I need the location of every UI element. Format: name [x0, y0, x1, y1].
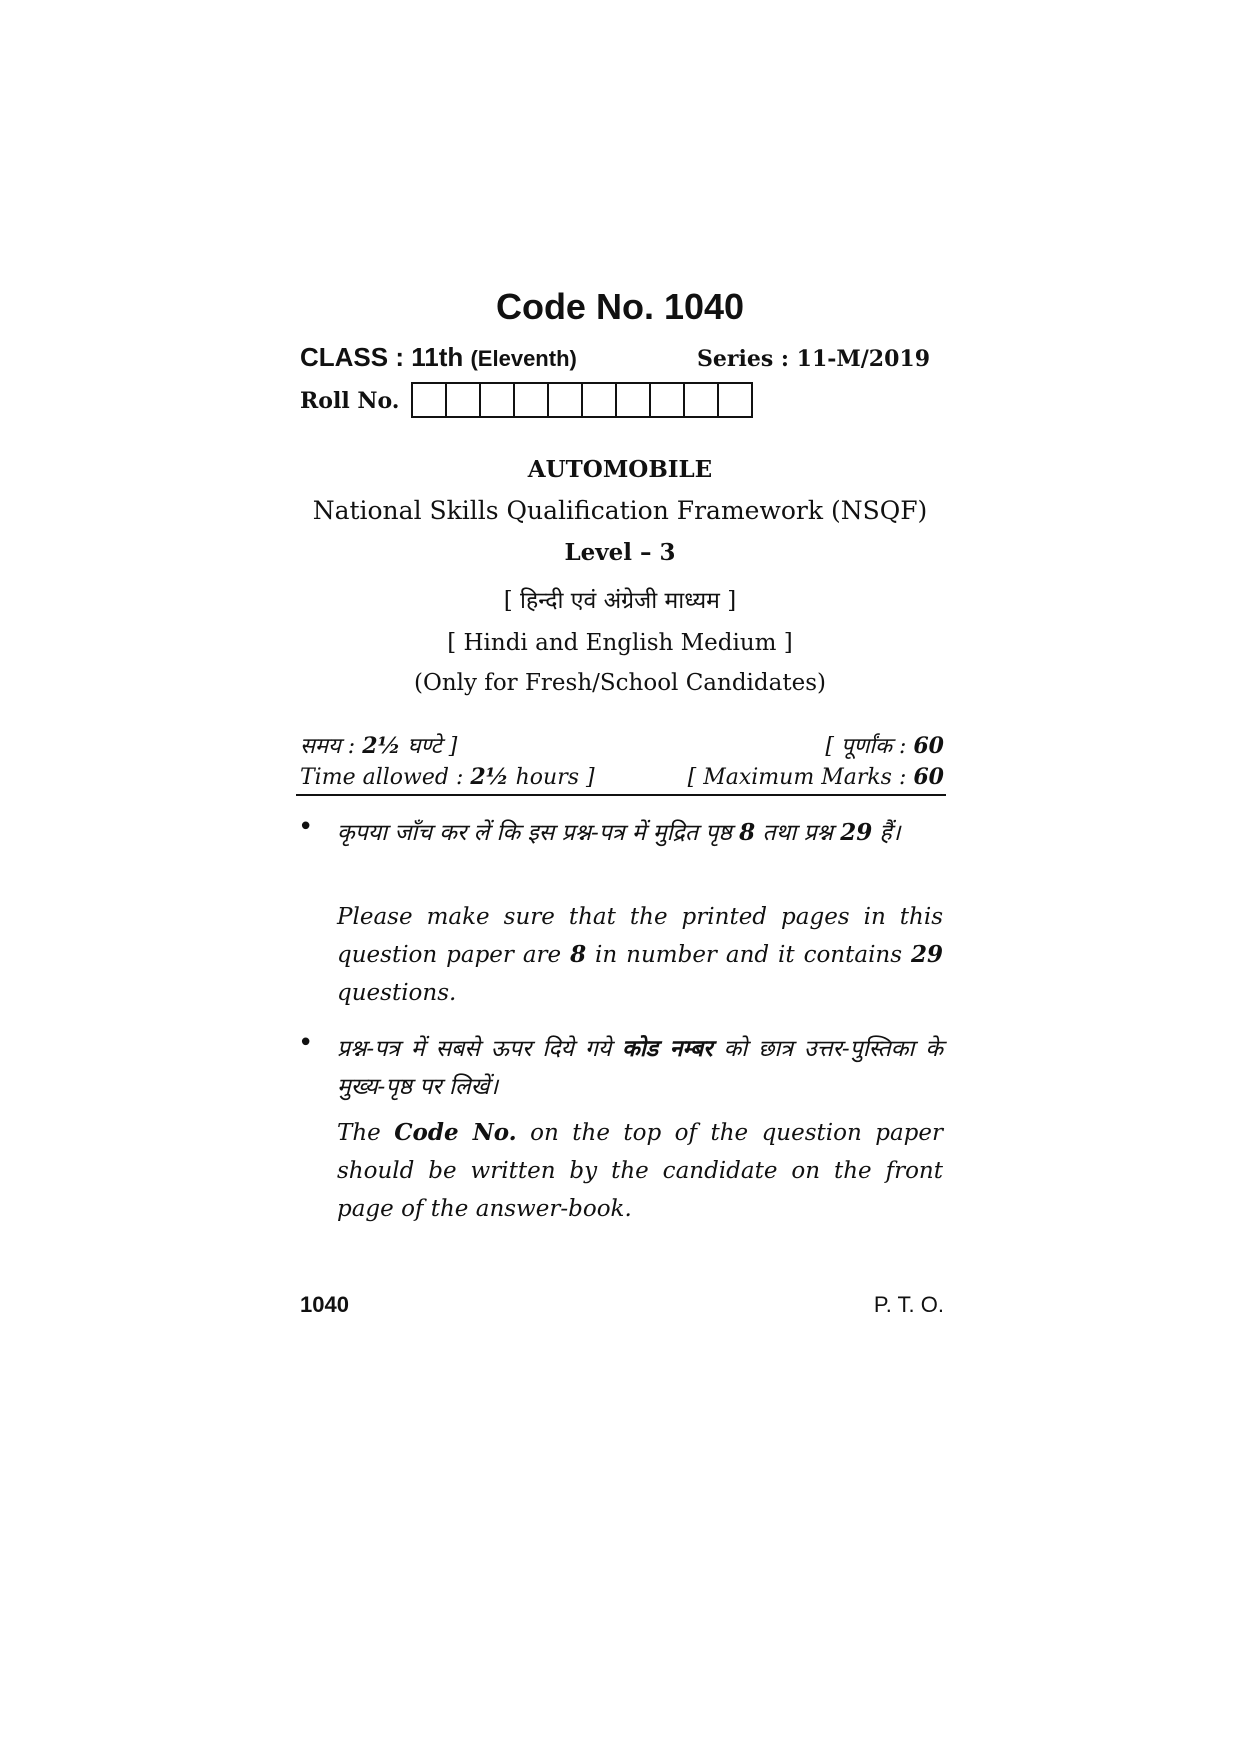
roll-number-box[interactable] [649, 382, 685, 418]
page-count: 8 [570, 941, 587, 968]
medium-hindi: [ हिन्दी एवं अंग्रेजी माध्यम ] [503, 588, 737, 614]
instruction-2-english [337, 1114, 943, 1228]
series-label: Series : 11-M/2019 [697, 346, 931, 372]
question-count: 29 [910, 941, 943, 968]
bullet-icon: • [298, 1028, 314, 1058]
max-marks-hindi [825, 730, 944, 760]
time-allowed-hindi [300, 730, 457, 760]
code-number-emphasis: Code No. [394, 1119, 517, 1146]
question-count: 29 [840, 819, 873, 846]
instruction-text: on the top of the question paper should be written by the candidate on the front page of the answer-book. [337, 1120, 943, 1222]
instruction-text: प्रश्न-पत्र में सबसे ऊपर दिये गये [337, 1036, 623, 1062]
roll-number-box[interactable] [479, 382, 515, 418]
roll-number-box[interactable] [513, 382, 549, 418]
time-en-value: 2½ [470, 764, 509, 790]
roll-number-box[interactable] [717, 382, 753, 418]
bullet-icon: • [298, 812, 314, 842]
instruction-1-hindi [337, 814, 943, 852]
level-title: Level – 3 [564, 539, 676, 566]
candidates-note: (Only for Fresh/School Candidates) [414, 670, 826, 696]
marks-hi-value: 60 [913, 733, 944, 759]
instruction-text: हैं। [872, 820, 901, 846]
instruction-2-hindi [337, 1030, 943, 1106]
instruction-text: को छात्र उत्तर-पुस्तिका के मुख्य-पृष्ठ पर लिखें। [337, 1036, 943, 1100]
header-divider [296, 794, 946, 796]
time-en-unit: hours ] [508, 765, 595, 790]
time-en-label: Time allowed : [300, 765, 471, 790]
class-label [300, 342, 577, 373]
instruction-1-english [337, 898, 943, 1012]
roll-number-box[interactable] [445, 382, 481, 418]
roll-number-box[interactable] [581, 382, 617, 418]
instruction-text: in number and it contains [586, 942, 911, 968]
instruction-text: Please make sure that the printed pages in this question paper are [337, 904, 943, 968]
time-hi-value: 2½ [362, 733, 401, 759]
subject-title: AUTOMOBILE [527, 456, 713, 483]
framework-title: National Skills Qualification Framework (NSQF) [312, 496, 928, 525]
marks-hi-label: [ पूर्णांक : [825, 734, 914, 759]
time-hi-unit: घण्टे ] [400, 734, 458, 759]
code-number-title: Code No. 1040 [495, 286, 745, 327]
roll-number-label: Roll No. [300, 388, 400, 414]
max-marks-english [688, 764, 944, 790]
class-value: CLASS : 11th [300, 342, 464, 372]
roll-number-boxes [411, 382, 753, 418]
time-allowed-english [300, 764, 595, 790]
roll-number-box[interactable] [683, 382, 719, 418]
roll-number-box[interactable] [615, 382, 651, 418]
marks-en-label: [ Maximum Marks : [687, 765, 914, 790]
footer-pto: P. T. O. [873, 1292, 944, 1317]
footer-code-number: 1040 [300, 1292, 349, 1317]
instruction-text: तथा प्रश्न [755, 820, 841, 846]
instruction-text: questions. [337, 980, 457, 1006]
class-parenthetical: (Eleventh) [470, 346, 577, 371]
roll-number-box[interactable] [547, 382, 583, 418]
page-count: 8 [739, 819, 756, 846]
marks-en-value: 60 [913, 764, 944, 790]
time-hi-label: समय : [300, 734, 363, 759]
instruction-text: The [337, 1120, 395, 1146]
roll-number-box[interactable] [411, 382, 447, 418]
medium-english: [ Hindi and English Medium ] [447, 630, 793, 656]
instruction-text: कृपया जाँच कर लें कि इस प्रश्न-पत्र में मुद्रित पृष्ठ [337, 820, 740, 846]
code-number-emphasis: कोड नम्बर [622, 1035, 713, 1062]
